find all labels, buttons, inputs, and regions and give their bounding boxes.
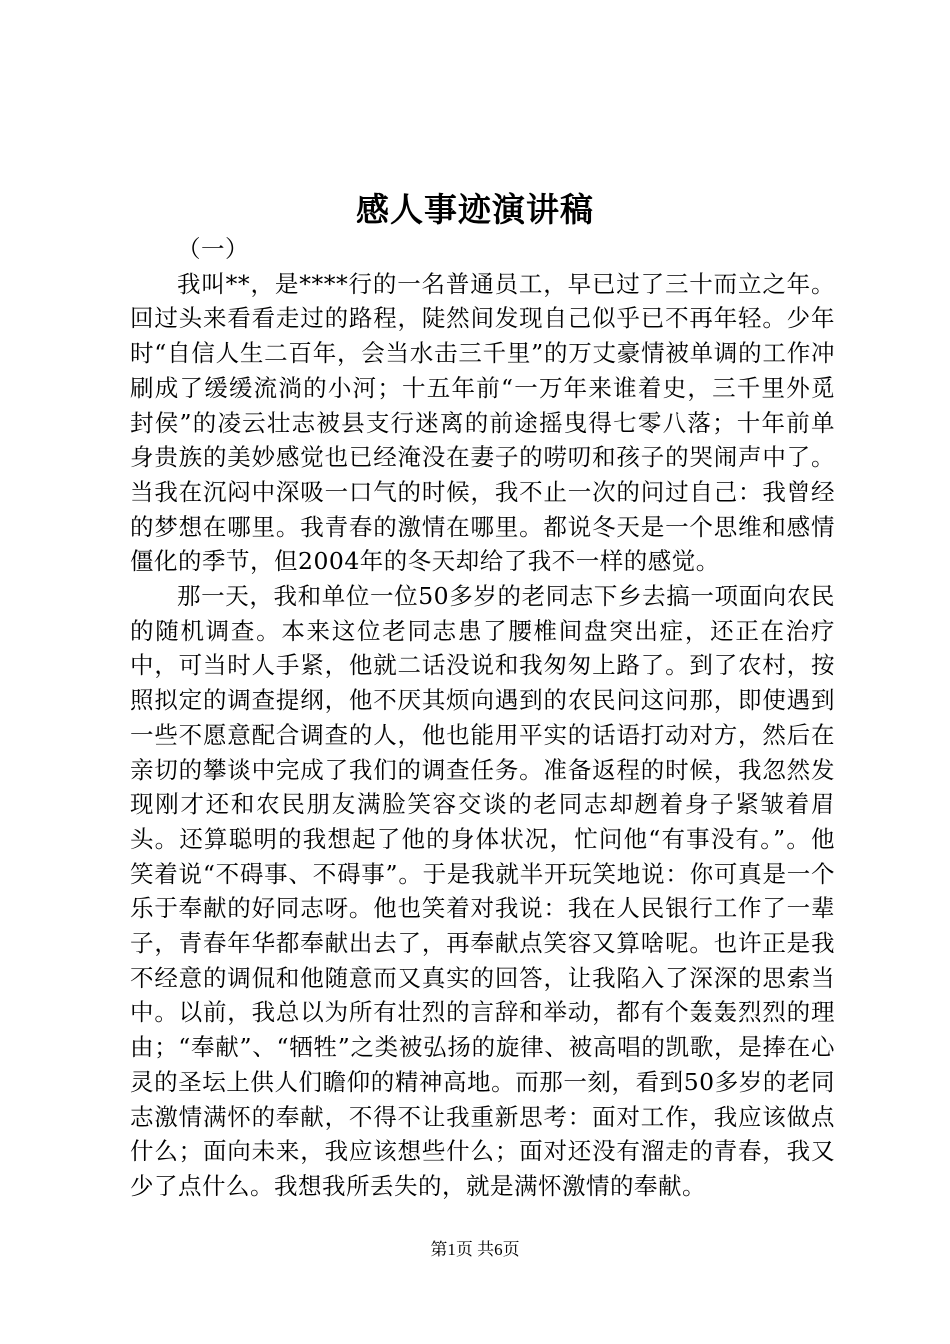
paragraph-2: 那一天，我和单位一位50多岁的老同志下乡去搞一项面向农民的随机调查。本来这位老同志患了腰椎间盘突出症，还正在治疗中，可当时人手紧，他就二话没说和我匆匆上路了。到了农村，按照拟定的调查提纲，他不厌其烦向遇到的农民问这问那，即使遇到一些不愿意配合调查的人，他也能用平实的话语打动对方，然后在亲切的攀谈中完成了我们的调查任务。准备返程的时候，我忽然发现刚才还和农民朋友满脸笑容交谈的老同志却趔着身子紧皱着眉头。还算聪明的我想起了他的身体状况，忙问他“有事没有。”。他笑着说“不碍事、不碍事”。于是我就半开玩笑地说：你可真是一个乐于奉献的好同志呀。他也笑着对我说：我在人民银行工作了一辈子，青春年华都奉献出去了，再奉献点笑容又算啥呢。也许正是我不经意的调侃和他随意而又真实的回答，让我陷入了深深的思索当中。以前，我总以为所有壮烈的言辞和举动，都有个轰轰烈烈的理由；“奉献”、“牺牲”之类被弘扬的旋律、被高唱的凯歌，是捧在心灵的圣坛上供人们瞻仰的精神高地。而那一刻，看到50多岁的老同志激情满怀的奉献，不得不让我重新思考：面对工作，我应该做点什么；面向未来，我应该想些什么；面对还没有溜走的青春，我又少了点什么。我想我所丢失的，就是满怀激情的奉献。 xyxy=(130,582,835,1200)
section-marker: （一） xyxy=(177,235,249,263)
page-footer: 第1页 共6页 xyxy=(430,1240,520,1259)
document-body xyxy=(130,232,835,1204)
paragraph-1: 我叫**，是****行的一名普通员工，早已过了三十而立之年。回过头来看看走过的路程，陡然间发现自己似乎已不再年轻。少年时“自信人生二百年，会当水击三千里”的万丈豪情被单调的工作冲刷成了缓缓流淌的小河；十五年前“一万年来谁着史，三千里外觅封侯”的凌云壮志被县支行迷离的前途摇曳得七零八落；十年前单身贵族的美妙感觉也已经淹没在妻子的唠叨和孩子的哭闹声中了。当我在沉闷中深吸一口气的时候，我不止一次的问过自己：我曾经的梦想在哪里。我青春的激情在哪里。都说冬天是一个思维和感情僵化的季节，但2004年的冬天却给了我不一样的感觉。 xyxy=(130,269,835,576)
document-title: 感人事迹演讲稿 xyxy=(356,190,594,229)
